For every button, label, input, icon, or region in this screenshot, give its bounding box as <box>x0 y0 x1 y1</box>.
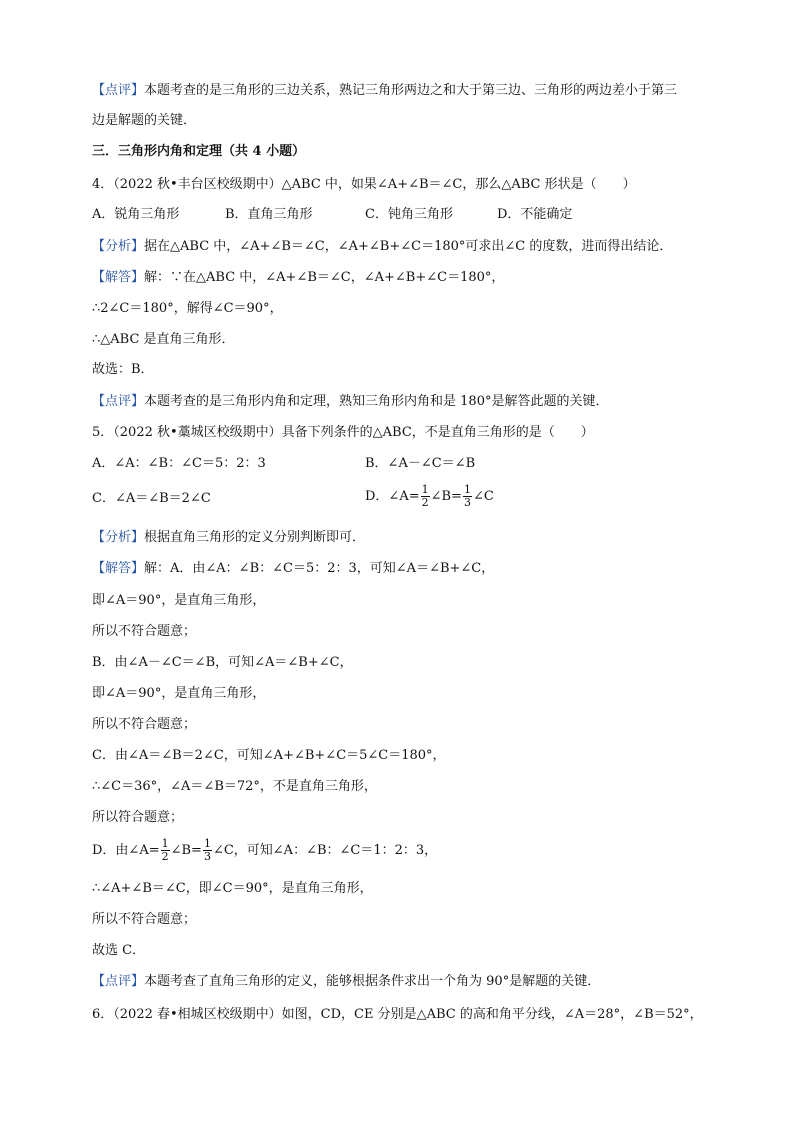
q4-analysis <box>92 238 672 256</box>
comment-label: 【点评】 <box>92 974 145 989</box>
fraction-numerator: 1 <box>421 483 429 496</box>
q4-stem: 4．（2022 秋•丰台区校级期中）△ABC 中，如果∠A+∠B＝∠C，那么△ABC 形状是（ ） <box>92 177 636 192</box>
fraction-half <box>421 484 430 509</box>
section-title: 三．三角形内角和定理（共 4 小题） <box>92 144 306 159</box>
q5-option-d-suffix: ∠C <box>472 489 494 504</box>
q5-b-step-3: 所以不符合题意； <box>92 717 197 732</box>
fraction-denominator: 2 <box>161 850 169 863</box>
q6-stem: 6．（2022 春•相城区校级期中）如图，CD，CE 分别是△ABC 的高和角平分线，∠A＝28°，∠B＝52°， <box>92 1007 703 1022</box>
fraction-half <box>161 838 170 863</box>
fraction-third <box>203 838 212 863</box>
q4-step-2: ∴2∠C＝180°，解得∠C＝90°， <box>92 301 283 316</box>
analysis-label: 【分析】 <box>92 530 145 545</box>
q4-option-d: D．不能确定 <box>497 207 573 222</box>
q5-analysis <box>92 529 365 547</box>
q4-option-c: C．钝角三角形 <box>365 207 453 222</box>
q5-option-d-prefix: D．∠A= <box>365 489 420 504</box>
q5-b-step-2: 即∠A＝90°，是直角三角形， <box>92 686 266 701</box>
q4-answer-text: 解：∵在△ABC 中，∠A+∠B＝∠C，∠A+∠B+∠C＝180°， <box>144 270 505 285</box>
q5-b-step-1: B．由∠A－∠C＝∠B，可知∠A＝∠B+∠C， <box>92 655 353 670</box>
comment-text: 本题考查的是三角形的三边关系，熟记三角形两边之和大于第三边、三角形的两边差小于第三 <box>144 83 678 98</box>
fraction-third <box>463 484 472 509</box>
q4-step-3: ∴△ABC 是直角三角形． <box>92 332 235 347</box>
q4-comment-text: 本题考查的是三角形内角和定理，熟知三角形内角和是 180°是解答此题的关键． <box>144 394 609 409</box>
q5-stem: 5．（2022 秋•藁城区校级期中）具备下列条件的△ABC，不是直角三角形的是（ ） <box>92 425 594 440</box>
q5-option-b: B．∠A－∠C＝∠B <box>365 456 476 471</box>
comment-line <box>92 82 677 100</box>
fraction-numerator: 1 <box>463 483 471 496</box>
q5-option-c: C．∠A＝∠B＝2∠C <box>92 491 211 506</box>
fraction-denominator: 3 <box>203 850 211 863</box>
comment-line-cont: 边是解题的关键． <box>92 113 197 128</box>
analysis-label: 【分析】 <box>92 239 145 254</box>
q5-choice: 故选 C． <box>92 943 146 958</box>
q4-option-b: B．直角三角形 <box>225 207 313 222</box>
q5-answer-text: 解：A．由∠A：∠B：∠C＝5：2：3，可知∠A＝∠B+∠C， <box>144 561 495 576</box>
answer-label: 【解答】 <box>92 561 145 576</box>
q4-comment <box>92 393 608 411</box>
q5-d-prefix: D．由∠A= <box>92 843 160 858</box>
q5-d-step-1 <box>92 836 437 866</box>
comment-label: 【点评】 <box>92 394 145 409</box>
fraction-denominator: 3 <box>463 496 471 509</box>
fraction-numerator: 1 <box>203 837 211 850</box>
q4-option-a: A．锐角三角形 <box>92 207 180 222</box>
fraction-denominator: 2 <box>421 496 429 509</box>
q5-a-step-2: 即∠A＝90°，是直角三角形， <box>92 593 266 608</box>
q4-choice: 故选：B． <box>92 362 154 377</box>
q5-option-d <box>365 482 494 512</box>
q5-d-mid: ∠B= <box>170 843 202 858</box>
fraction-numerator: 1 <box>161 837 169 850</box>
answer-label: 【解答】 <box>92 270 145 285</box>
q5-d-step-3: 所以不符合题意； <box>92 912 197 927</box>
comment-label: 【点评】 <box>92 83 145 98</box>
q5-analysis-text: 根据直角三角形的定义分别判断即可． <box>144 530 366 545</box>
q5-option-a: A．∠A：∠B：∠C＝5：2：3 <box>92 456 266 471</box>
q5-comment <box>92 973 600 991</box>
q5-d-suffix: ∠C，可知∠A：∠B：∠C＝1：2：3， <box>212 843 438 858</box>
q4-answer <box>92 269 504 287</box>
q5-d-step-2: ∴∠A+∠B＝∠C，即∠C＝90°，是直角三角形， <box>92 881 373 896</box>
q4-analysis-text: 据在△ABC 中，∠A+∠B＝∠C，∠A+∠B+∠C＝180°可求出∠C 的度数，进而得出结论． <box>144 239 673 254</box>
q5-comment-text: 本题考查了直角三角形的定义，能够根据条件求出一个角为 90°是解题的关键． <box>144 974 601 989</box>
q5-a-step-3: 所以不符合题意； <box>92 624 197 639</box>
q5-c-step-2: ∴∠C＝36°，∠A＝∠B＝72°，不是直角三角形， <box>92 779 377 794</box>
q5-option-d-mid: ∠B= <box>430 489 462 504</box>
q5-c-step-3: 所以符合题意； <box>92 810 184 825</box>
q5-answer <box>92 560 494 578</box>
q5-c-step-1: C．由∠A＝∠B＝2∠C，可知∠A+∠B+∠C＝5∠C＝180°， <box>92 748 446 763</box>
